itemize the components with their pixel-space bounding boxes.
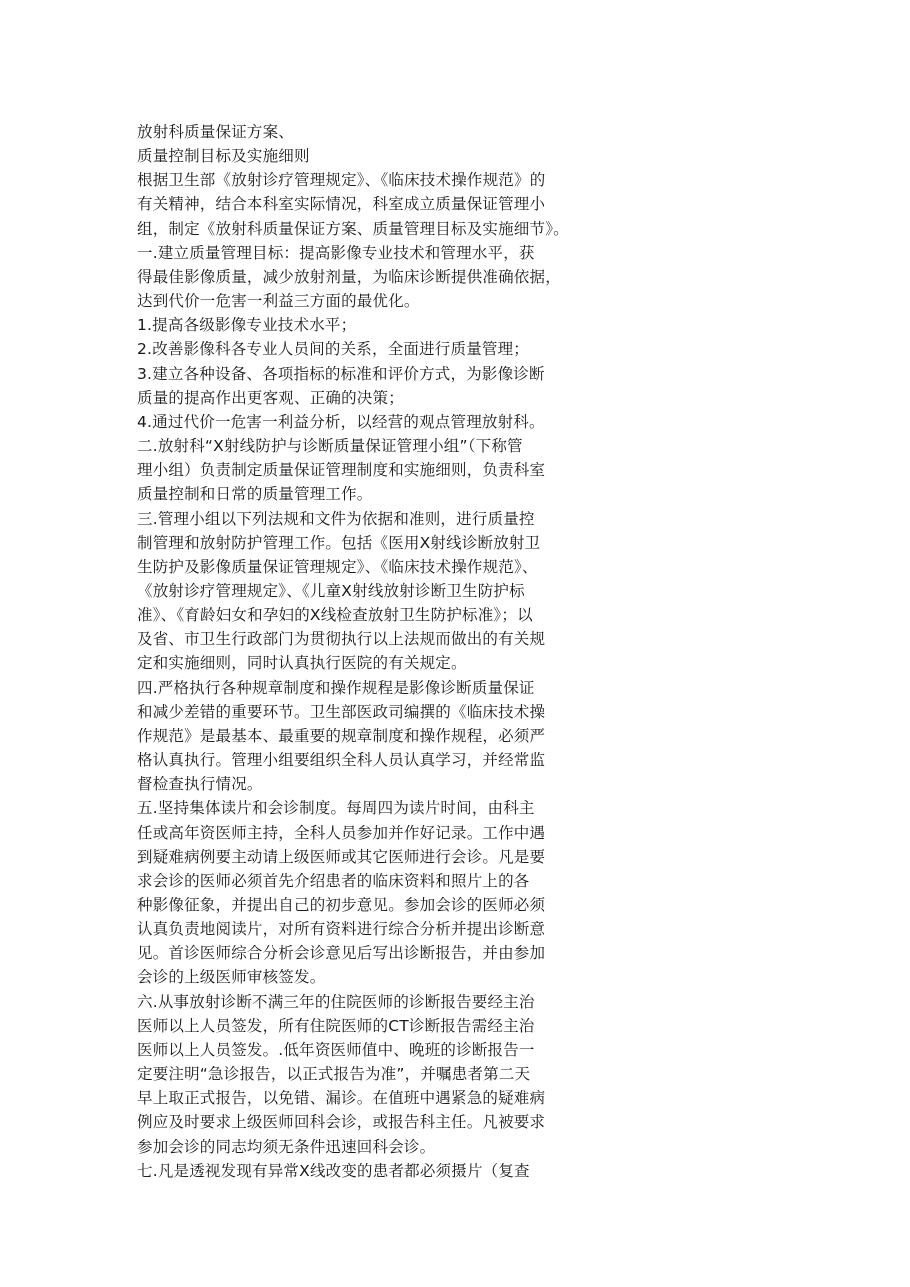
text-line: 认真负责地阅读片，对所有资料进行综合分析并提出诊断意 xyxy=(137,920,546,939)
document-title-line-2: 质量控制目标及实施细则 xyxy=(137,147,310,166)
text-line: 质量的提高作出更客观、正确的决策； xyxy=(137,388,404,407)
text-line: 五.坚持集体读片和会诊制度。每周四为读片时间，由科主 xyxy=(137,799,535,818)
text-line: 组，制定《放射科质量保证方案、质量管理目标及实施细节》。 xyxy=(137,219,569,238)
text-line: 1.提高各级影像专业技术水平； xyxy=(137,316,357,335)
text-line: 理小组）负责制定质量保证管理制度和实施细则，负责科室 xyxy=(137,461,546,480)
text-line: 4.通过代价一危害一利益分析，以经营的观点管理放射科。 xyxy=(137,412,545,431)
text-line: 医师以上人员签发。.低年资医师值中、晚班的诊断报告一 xyxy=(137,1040,535,1059)
text-line: 七.凡是透视发现有异常X线改变的患者都必须摄片（复查 xyxy=(137,1161,530,1180)
text-line: 医师以上人员签发，所有住院医师的CT诊断报告需经主治 xyxy=(137,1016,535,1035)
text-line: 四.严格执行各种规章制度和操作规程是影像诊断质量保证 xyxy=(137,678,535,697)
text-line: 格认真执行。管理小组要组织全科人员认真学习，并经常监 xyxy=(137,751,546,770)
text-line: 定要注明“急诊报告，以正式报告为准”，并嘱患者第二天 xyxy=(137,1065,531,1084)
document-title-line-1: 放射科质量保证方案、 xyxy=(137,123,295,141)
text-line: 二.放射科“X射线防护与诊断质量保证管理小组”（下称管 xyxy=(137,437,523,456)
text-line: 定和实施细则，同时认真执行医院的有关规定。 xyxy=(137,654,467,673)
text-line: 早上取正式报告，以免错、漏诊。在值班中遇紧急的疑难病 xyxy=(137,1089,546,1108)
text-line: 2.改善影像科各专业人员间的关系，全面进行质量管理； xyxy=(137,340,529,359)
text-line: 求会诊的医师必须首先介绍患者的临床资料和照片上的各 xyxy=(137,871,530,890)
text-line: 及省、市卫生行政部门为贯彻执行以上法规而做出的有关规 xyxy=(137,630,546,649)
text-line: 达到代价一危害一利益三方面的最优化。 xyxy=(137,292,420,311)
text-line: 督检查执行情况。 xyxy=(137,775,263,794)
text-line: 《放射诊疗管理规定》、《儿童X射线放射诊断卫生防护标 xyxy=(137,581,525,600)
text-line: 生防护及影像质量保证管理规定》、《临床技术操作规范》、 xyxy=(137,557,538,576)
text-line: 作规范》是最基本、最重要的规章制度和操作规程，必须严 xyxy=(137,726,546,745)
text-line: 和减少差错的重要环节。卫生部医政司编撰的《临床技术操 xyxy=(137,702,546,721)
text-line: 种影像征象，并提出自己的初步意见。参加会诊的医师必须 xyxy=(137,896,546,914)
text-line: 参加会诊的同志均须无条件迅速回科会诊。 xyxy=(137,1137,436,1156)
text-line: 六.从事放射诊断不满三年的住院医师的诊断报告要经主治 xyxy=(137,992,535,1011)
text-line: 会诊的上级医师审核签发。 xyxy=(137,968,326,987)
text-line: 有关精神，结合本科室实际情况，科室成立质量保证管理小 xyxy=(137,195,546,214)
document-body xyxy=(137,120,607,1183)
text-line: 一.建立质量管理目标：提高影像专业技术和管理水平，获 xyxy=(137,243,535,262)
text-line: 三.管理小组以下列法规和文件为依据和准则，进行质量控 xyxy=(137,509,535,528)
text-line: 到疑难病例要主动请上级医师或其它医师进行会诊。凡是要 xyxy=(137,847,546,866)
text-line: 3.建立各种设备、各项指标的标准和评价方式，为影像诊断 xyxy=(137,364,545,383)
text-line: 制管理和放射防护管理工作。包括《医用X射线诊断放射卫 xyxy=(137,533,541,552)
text-line: 质量控制和日常的质量管理工作。 xyxy=(137,485,373,504)
text-line: 准》、《育龄妇女和孕妇的X线检查放射卫生防护标准》；以 xyxy=(137,606,533,625)
text-line: 任或高年资医师主持，全科人员参加并作好记录。工作中遇 xyxy=(137,823,546,842)
text-line: 得最佳影像质量，减少放射剂量，为临床诊断提供准确依据， xyxy=(137,267,561,286)
text-line: 根据卫生部《放射诊疗管理规定》、《临床技术操作规范》的 xyxy=(137,171,546,190)
text-line: 例应及时要求上级医师回科会诊，或报告科主任。凡被要求 xyxy=(137,1113,546,1132)
text-line: 见。首诊医师综合分析会诊意见后写出诊断报告，并由参加 xyxy=(137,944,546,963)
